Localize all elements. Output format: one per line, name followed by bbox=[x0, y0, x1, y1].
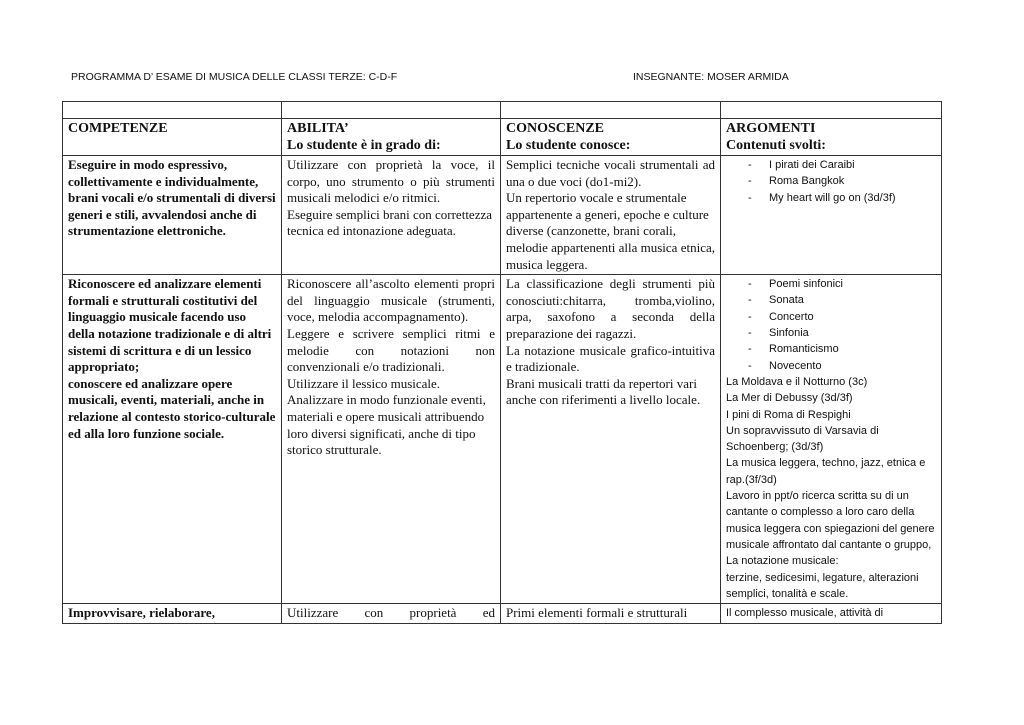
abilita-text: Utilizzare con proprietà ed bbox=[287, 605, 495, 621]
argomenti-text: La notazione musicale: bbox=[726, 555, 839, 568]
cell-conoscenze bbox=[501, 604, 721, 624]
argomenti-list bbox=[726, 276, 936, 374]
header-title: PROGRAMMA D’ ESAME DI MUSICA DELLE CLASSI TERZE: C-D-F bbox=[71, 71, 398, 83]
list-item: - Sonata bbox=[726, 292, 936, 308]
list-item: - Concerto bbox=[726, 309, 936, 325]
cell-competenze bbox=[63, 156, 282, 275]
list-item: - Romanticismo bbox=[726, 341, 936, 357]
competenze-text: Riconoscere ed analizzare elementi formali e strutturali costitutivi del linguaggio musicale facendo uso della notazione tradizionale e di altri sistemi di scrittura e di un lessico appropriato; bbox=[68, 276, 272, 375]
cell-abilita bbox=[282, 156, 501, 275]
list-item: - Sinfonia bbox=[726, 325, 936, 341]
conoscenze-text: La classificazione degli strumenti più conosciuti:chitarra, tromba,violino, arpa, saxofono a seconda della preparazione dei ragazzi. bbox=[506, 276, 715, 341]
empty-cell bbox=[501, 102, 721, 119]
conoscenze-text: La notazione musicale grafico-intuitiva e tradizionale. bbox=[506, 342, 715, 375]
argomenti-text: terzine, sedicesimi, legature, alterazioni semplici, tonalità e scale. bbox=[726, 571, 919, 600]
argomenti-text: La Moldava e il Notturno (3c) bbox=[726, 375, 868, 388]
empty-cell bbox=[63, 102, 282, 119]
header-sublabel: Lo studente conosce: bbox=[506, 138, 631, 153]
cell-competenze bbox=[63, 275, 282, 604]
header-label: ABILITA’ bbox=[287, 121, 349, 136]
table-empty-row bbox=[63, 102, 942, 119]
list-item: - Poemi sinfonici bbox=[726, 276, 936, 292]
cell-conoscenze bbox=[501, 156, 721, 275]
abilita-text: Leggere e scrivere semplici ritmi e melodie con notazioni non convenzionali e/o tradizionali. bbox=[287, 325, 495, 375]
conoscenze-text: Semplici tecniche vocali strumentali ad una o due voci (do1-mi2). bbox=[506, 157, 715, 189]
header-label: CONOSCENZE bbox=[506, 121, 605, 136]
conoscenze-text: Brani musicali tratti da repertori vari anche con riferimenti a livello locale. bbox=[506, 375, 701, 408]
header-argomenti bbox=[721, 119, 942, 156]
cell-conoscenze bbox=[501, 275, 721, 604]
cell-argomenti bbox=[721, 275, 942, 604]
abilita-text: Utilizzare con proprietà la voce, il corpo, uno strumento o più strumenti musicali melodici e/o ritmici. bbox=[287, 157, 495, 206]
header-conoscenze bbox=[501, 119, 721, 156]
table-row bbox=[63, 156, 942, 275]
cell-abilita bbox=[282, 604, 501, 624]
header-label: ARGOMENTI bbox=[726, 121, 816, 136]
argomenti-text: Lavoro in ppt/o ricerca scritta su di un cantante o complesso a loro caro della musica leggera con spiegazioni del genere musicale affrontato dal cantante o gruppo, bbox=[726, 490, 935, 551]
argomenti-text: La Mer di Debussy (3d/3f) bbox=[726, 392, 853, 405]
abilita-text: Eseguire semplici brani con correttezza tecnica ed intonazione adeguata. bbox=[287, 206, 493, 239]
argomenti-text: Un sopravvissuto di Varsavia di Schoenberg; (3d/3f) bbox=[726, 424, 879, 454]
header-competenze bbox=[63, 119, 282, 156]
list-item: - My heart will go on (3d/3f) bbox=[726, 190, 936, 206]
competenze-text: Improvvisare, rielaborare, bbox=[68, 605, 215, 621]
argomenti-text: La musica leggera, techno, jazz, etnica e rap.(3f/3d) bbox=[726, 457, 926, 486]
competenze-text: conoscere ed analizzare opere musicali, eventi, materiali, anche in relazione al contesto storico-culturale ed alla loro funzione sociale. bbox=[68, 375, 276, 441]
argomenti-text: I pini di Roma di Respighi bbox=[726, 408, 851, 421]
cell-argomenti bbox=[721, 156, 942, 275]
header-abilita bbox=[282, 119, 501, 156]
table-row bbox=[63, 604, 942, 624]
conoscenze-text: Un repertorio vocale e strumentale appartenente a generi, epoche e culture diverse (canzonette, brani corali, melodie appartenenti alla musica etnica, musica leggera. bbox=[506, 190, 715, 272]
cell-competenze bbox=[63, 604, 282, 624]
cell-abilita bbox=[282, 275, 501, 604]
header-label: COMPETENZE bbox=[68, 121, 168, 136]
competenze-text: Eseguire in modo espressivo, collettivamente e individualmente, brani vocali e/o strumentali di diversi generi e stili, avvalendosi anche di strumentazione elettroniche. bbox=[68, 157, 276, 239]
header-teacher: INSEGNANTE: MOSER ARMIDA bbox=[633, 71, 789, 83]
abilita-text: Utilizzare il lessico musicale. bbox=[287, 375, 441, 391]
abilita-text: Riconoscere all’ascolto elementi propri del linguaggio musicale (strumenti, voce, melodia accompagnamento). bbox=[287, 276, 495, 325]
conoscenze-text: Primi elementi formali e strutturali bbox=[506, 605, 688, 621]
table-row bbox=[63, 275, 942, 604]
empty-cell bbox=[721, 102, 942, 119]
list-item: - Roma Bangkok bbox=[726, 173, 936, 189]
header-sublabel: Contenuti svolti: bbox=[726, 138, 826, 153]
cell-argomenti bbox=[721, 604, 942, 624]
list-item: - I pirati dei Caraibi bbox=[726, 157, 936, 173]
program-table bbox=[62, 101, 942, 624]
abilita-text: Analizzare in modo funzionale eventi, materiali e opere musicali attribuendo loro diversi significati, anche di tipo storico strutturale. bbox=[287, 392, 486, 458]
argomenti-text: Il complesso musicale, attività di bbox=[726, 607, 884, 620]
list-item: - Novecento bbox=[726, 358, 936, 374]
table-header-row bbox=[63, 119, 942, 156]
argomenti-list bbox=[726, 157, 936, 206]
header-sublabel: Lo studente è in grado di: bbox=[287, 138, 441, 153]
empty-cell bbox=[282, 102, 501, 119]
